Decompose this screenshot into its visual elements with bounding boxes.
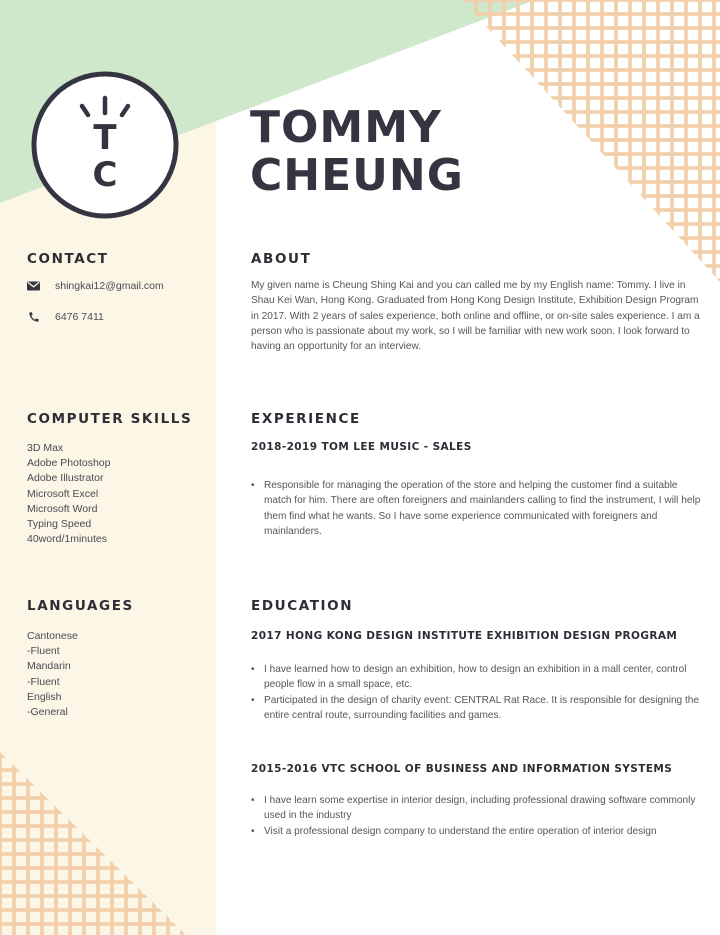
- monogram-logo: [30, 70, 180, 220]
- experience-bullet: • Responsible for managing the operation of the store and helping the customer find a suitable match for him. There are often foreigners and mainlanders calling to find the instrument, I will help them find what he wants. So I have some experience communicated with foreigners and mainlanders.: [251, 478, 701, 539]
- education-school-bullets: [251, 793, 701, 839]
- language-item: -Fluent: [27, 675, 60, 688]
- envelope-icon: [27, 281, 40, 291]
- phone-icon: [27, 311, 40, 323]
- contact-heading: CONTACT: [27, 251, 109, 267]
- experience-bullets: [251, 478, 701, 539]
- language-item: English: [27, 690, 62, 703]
- about-text: My given name is Cheung Shing Kai and you can called me by my English name: Tommy. I live in Shau Kei Wan, Hong Kong. Graduated from Hong Kong Design Institute, Exhibition Design Program in 2017. With 2 years of sales experience, both online and offline, or on-site sales experience. I am a person who is passionate about my work, so I will be familiar with new work soon. I look forward to having an opportunity for an interview.: [251, 280, 700, 353]
- education-bullet: • I have learn some expertise in interior design, including professional drawing software commonly used in the industry: [251, 793, 701, 824]
- about-heading: ABOUT: [251, 251, 312, 267]
- skill-item: 40word/1minutes: [27, 533, 107, 546]
- education-school-title: 2017 HONG KONG DESIGN INSTITUTE EXHIBITION DESIGN PROGRAM: [251, 630, 678, 642]
- education-bullet: • I have learned how to design an exhibition, how to design an exhibition in a mall center, control people flow in a small space, etc.: [251, 662, 701, 693]
- education-heading: EDUCATION: [251, 598, 354, 614]
- education-bullet: • Participated in the design of charity event: CENTRAL Rat Race. It is responsible for designing the entire central route, surrounding facilities and games.: [251, 693, 701, 724]
- grid-pattern-top-right: [462, 0, 720, 282]
- experience-heading: EXPERIENCE: [251, 411, 361, 427]
- education-bullet: • Visit a professional design company to understand the entire operation of interior design: [251, 824, 701, 839]
- skill-item: Adobe Illustrator: [27, 472, 104, 485]
- language-item: -General: [27, 706, 68, 719]
- languages-list: [27, 629, 78, 720]
- language-item: Mandarin: [27, 660, 71, 673]
- computer-skills-heading: COMPUTER SKILLS: [27, 411, 193, 427]
- monogram-bottom-letter: C: [92, 155, 118, 195]
- contact-email-row: [27, 280, 164, 292]
- skill-item: 3D Max: [27, 442, 64, 454]
- skill-item: Microsoft Word: [27, 502, 98, 515]
- experience-title: 2018-2019 TOM LEE MUSIC - SALES: [251, 441, 472, 453]
- computer-skills-list: [27, 441, 111, 547]
- last-name: CHEUNG: [250, 150, 464, 201]
- contact-phone[interactable]: 6476 7411: [55, 311, 104, 323]
- language-item: Cantonese: [27, 630, 78, 642]
- skill-item: Typing Speed: [27, 518, 92, 531]
- contact-phone-row: [27, 311, 104, 323]
- monogram-top-letter: T: [93, 118, 117, 158]
- languages-heading: LANGUAGES: [27, 598, 134, 614]
- grid-pattern-bottom-left: [0, 752, 186, 935]
- contact-email[interactable]: shingkai12@gmail.com: [55, 280, 164, 292]
- language-item: -Fluent: [27, 645, 60, 658]
- first-name: TOMMY: [250, 102, 442, 153]
- full-name: [250, 104, 464, 200]
- skill-item: Adobe Photoshop: [27, 457, 111, 470]
- education-school-title: 2015-2016 VTC SCHOOL OF BUSINESS AND INFORMATION SYSTEMS: [251, 763, 673, 775]
- skill-item: Microsoft Excel: [27, 487, 99, 500]
- education-school-bullets: [251, 662, 701, 723]
